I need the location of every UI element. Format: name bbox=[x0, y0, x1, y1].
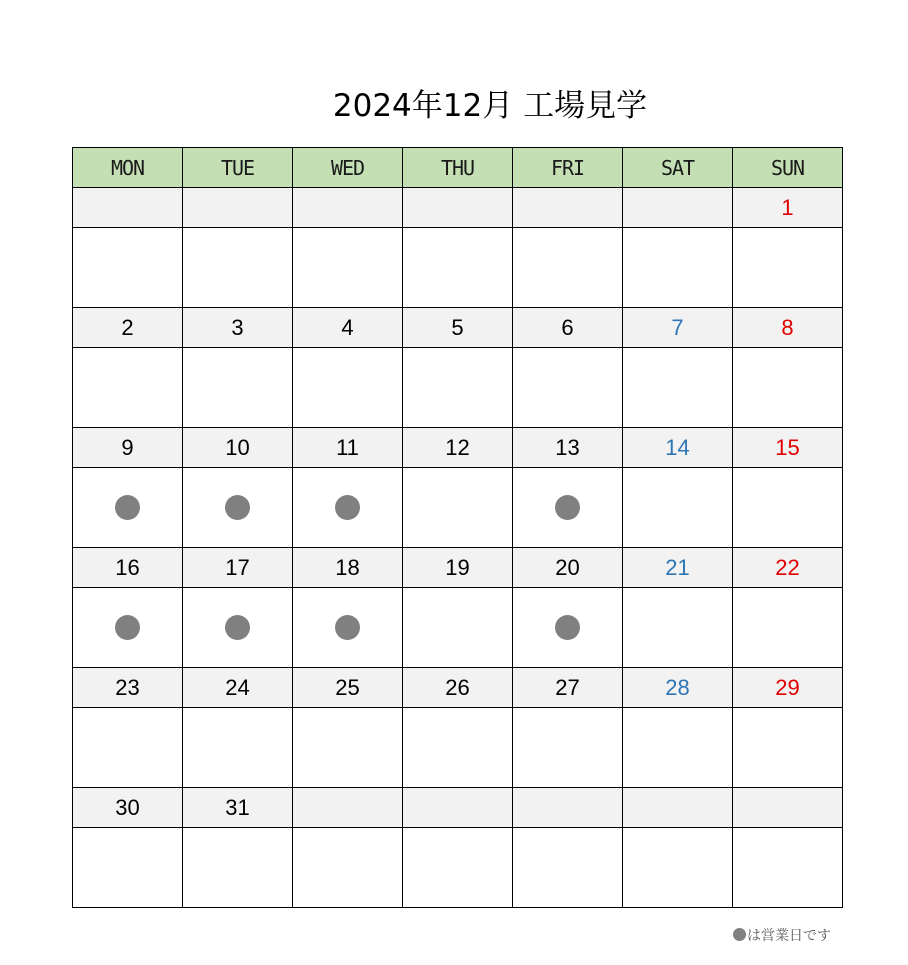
weekday-header-mon: MON bbox=[73, 148, 183, 188]
event-cell-thu bbox=[403, 588, 513, 668]
date-cell-mon: 23 bbox=[73, 668, 183, 708]
business-day-dot-icon bbox=[225, 615, 250, 640]
date-cell-fri bbox=[513, 188, 623, 228]
date-cell-thu: 12 bbox=[403, 428, 513, 468]
calendar-body bbox=[73, 188, 843, 908]
date-cell-thu: 5 bbox=[403, 308, 513, 348]
weekday-header-wed: WED bbox=[293, 148, 403, 188]
date-cell-wed: 18 bbox=[293, 548, 403, 588]
event-cell-mon bbox=[73, 348, 183, 428]
event-cell-tue bbox=[183, 468, 293, 548]
date-cell-wed bbox=[293, 188, 403, 228]
date-cell-fri: 27 bbox=[513, 668, 623, 708]
weekday-header-fri: FRI bbox=[513, 148, 623, 188]
date-cell-sun: 15 bbox=[733, 428, 843, 468]
event-row bbox=[73, 828, 843, 908]
event-cell-mon bbox=[73, 468, 183, 548]
event-row bbox=[73, 348, 843, 428]
event-cell-sun bbox=[733, 228, 843, 308]
date-cell-sat: 21 bbox=[623, 548, 733, 588]
date-cell-tue: 3 bbox=[183, 308, 293, 348]
date-cell-wed: 25 bbox=[293, 668, 403, 708]
event-cell-mon bbox=[73, 828, 183, 908]
date-cell-sun: 29 bbox=[733, 668, 843, 708]
event-cell-fri bbox=[513, 348, 623, 428]
event-cell-sun bbox=[733, 828, 843, 908]
date-cell-sat: 14 bbox=[623, 428, 733, 468]
event-cell-mon bbox=[73, 588, 183, 668]
date-cell-sat: 7 bbox=[623, 308, 733, 348]
event-cell-sun bbox=[733, 348, 843, 428]
date-row bbox=[73, 788, 843, 828]
business-day-dot-icon bbox=[115, 495, 140, 520]
weekday-header-thu: THU bbox=[403, 148, 513, 188]
event-cell-sat bbox=[623, 348, 733, 428]
date-cell-mon: 9 bbox=[73, 428, 183, 468]
date-cell-tue: 10 bbox=[183, 428, 293, 468]
date-cell-fri: 6 bbox=[513, 308, 623, 348]
date-cell-sat: 28 bbox=[623, 668, 733, 708]
date-row bbox=[73, 188, 843, 228]
date-cell-thu bbox=[403, 788, 513, 828]
date-cell-thu: 19 bbox=[403, 548, 513, 588]
date-cell-wed: 11 bbox=[293, 428, 403, 468]
business-day-dot-icon bbox=[555, 495, 580, 520]
date-cell-sat bbox=[623, 788, 733, 828]
event-cell-wed bbox=[293, 228, 403, 308]
date-cell-thu: 26 bbox=[403, 668, 513, 708]
date-cell-mon bbox=[73, 188, 183, 228]
date-cell-wed bbox=[293, 788, 403, 828]
event-cell-sun bbox=[733, 708, 843, 788]
event-cell-sat bbox=[623, 228, 733, 308]
calendar-grid bbox=[72, 147, 843, 908]
event-cell-wed bbox=[293, 348, 403, 428]
event-cell-fri bbox=[513, 228, 623, 308]
date-cell-tue: 24 bbox=[183, 668, 293, 708]
event-cell-thu bbox=[403, 468, 513, 548]
event-cell-sun bbox=[733, 588, 843, 668]
event-cell-sat bbox=[623, 828, 733, 908]
date-cell-sun bbox=[733, 788, 843, 828]
business-day-dot-icon bbox=[335, 495, 360, 520]
event-cell-fri bbox=[513, 468, 623, 548]
event-cell-tue bbox=[183, 588, 293, 668]
event-row bbox=[73, 228, 843, 308]
legend bbox=[733, 925, 831, 945]
business-day-dot-icon bbox=[335, 615, 360, 640]
date-cell-sun: 1 bbox=[733, 188, 843, 228]
business-day-dot-icon bbox=[555, 615, 580, 640]
date-cell-sun: 8 bbox=[733, 308, 843, 348]
date-cell-mon: 30 bbox=[73, 788, 183, 828]
event-row bbox=[73, 708, 843, 788]
event-cell-wed bbox=[293, 708, 403, 788]
date-cell-thu bbox=[403, 188, 513, 228]
legend-text: は営業日です bbox=[747, 928, 831, 944]
event-row bbox=[73, 588, 843, 668]
event-row bbox=[73, 468, 843, 548]
event-cell-sat bbox=[623, 588, 733, 668]
weekday-header-sun: SUN bbox=[733, 148, 843, 188]
event-cell-fri bbox=[513, 588, 623, 668]
date-row bbox=[73, 668, 843, 708]
event-cell-wed bbox=[293, 468, 403, 548]
business-day-dot-icon bbox=[733, 928, 746, 941]
date-cell-mon: 16 bbox=[73, 548, 183, 588]
event-cell-thu bbox=[403, 348, 513, 428]
date-cell-sun: 22 bbox=[733, 548, 843, 588]
date-cell-mon: 2 bbox=[73, 308, 183, 348]
weekday-header-tue: TUE bbox=[183, 148, 293, 188]
calendar-title: 2024年12月 工場見学 bbox=[332, 88, 648, 124]
event-cell-thu bbox=[403, 708, 513, 788]
event-cell-tue bbox=[183, 708, 293, 788]
event-cell-thu bbox=[403, 828, 513, 908]
date-cell-tue: 31 bbox=[183, 788, 293, 828]
event-cell-tue bbox=[183, 228, 293, 308]
date-row bbox=[73, 308, 843, 348]
business-day-dot-icon bbox=[115, 615, 140, 640]
event-cell-mon bbox=[73, 708, 183, 788]
date-cell-sat bbox=[623, 188, 733, 228]
event-cell-wed bbox=[293, 828, 403, 908]
event-cell-wed bbox=[293, 588, 403, 668]
date-cell-tue bbox=[183, 188, 293, 228]
weekday-header-sat: SAT bbox=[623, 148, 733, 188]
date-cell-fri: 13 bbox=[513, 428, 623, 468]
business-day-dot-icon bbox=[225, 495, 250, 520]
event-cell-sat bbox=[623, 468, 733, 548]
event-cell-mon bbox=[73, 228, 183, 308]
event-cell-fri bbox=[513, 708, 623, 788]
date-cell-tue: 17 bbox=[183, 548, 293, 588]
event-cell-sun bbox=[733, 468, 843, 548]
event-cell-fri bbox=[513, 828, 623, 908]
date-cell-fri: 20 bbox=[513, 548, 623, 588]
date-cell-fri bbox=[513, 788, 623, 828]
date-cell-wed: 4 bbox=[293, 308, 403, 348]
date-row bbox=[73, 428, 843, 468]
event-cell-thu bbox=[403, 228, 513, 308]
event-cell-tue bbox=[183, 828, 293, 908]
event-cell-sat bbox=[623, 708, 733, 788]
event-cell-tue bbox=[183, 348, 293, 428]
weekday-header-row bbox=[73, 148, 843, 188]
date-row bbox=[73, 548, 843, 588]
